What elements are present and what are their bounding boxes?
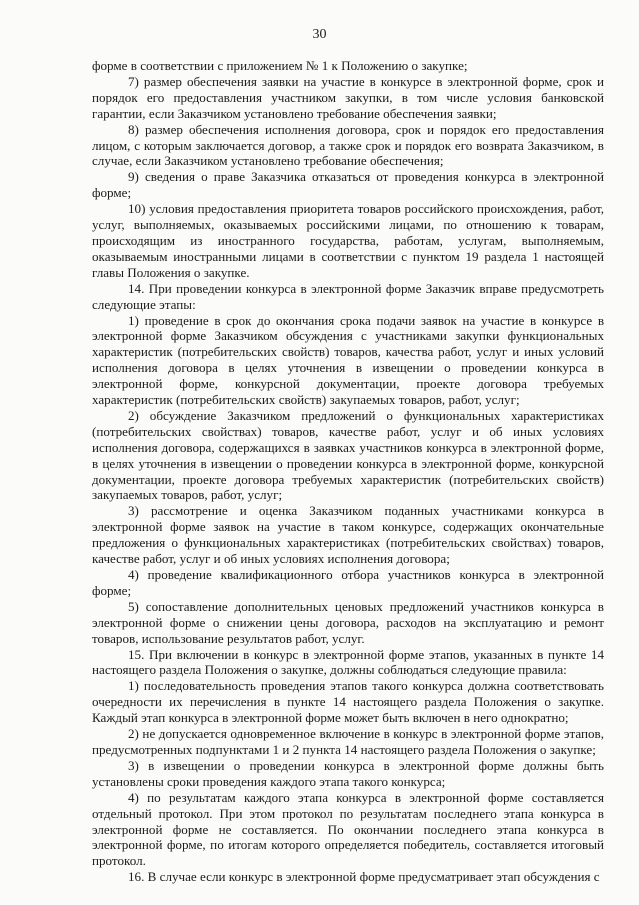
paragraph: 7) размер обеспечения заявки на участие в конкурсе в электронной форме, срок и порядок его предоставления участником закупки, в том числе условия банковской гарантии, если Заказчиком установлено требование обеспечения заявки; bbox=[92, 73, 604, 121]
paragraph: 1) проведение в срок до окончания срока подачи заявок на участие в конкурсе в электронной форме Заказчиком обсуждения с участниками закупки функциональных характеристик (потребительских свойств) товаров, качества работ, услуг и иных условий исполнения договора в целях уточнения в извещении о проведении конкурса в электронной форме, конкурсной документации, проекте договора требуемых характеристик (потребительских свойств) закупаемых товаров, работ, услуг; bbox=[92, 312, 604, 408]
paragraph: 2) не допускается одновременное включение в конкурс в электронной форме этапов, предусмотренных подпунктами 1 и 2 пункта 14 настоящего раздела Положения о закупке; bbox=[92, 726, 604, 757]
paragraph: 15. При включении в конкурс в электронной форме этапов, указанных в пункте 14 настоящего раздела Положения о закупке, должны соблюдаться следующие правила: bbox=[92, 646, 604, 678]
paragraph: форме в соответствии с приложением № 1 к Положению о закупке; bbox=[92, 58, 468, 73]
paragraph: 8) размер обеспечения исполнения договора, срок и порядок его предоставления лицом, с которым заключается договор, а также срок и порядок его возврата Заказчиком, в случае, если Заказчиком установлено требование обеспечения; bbox=[92, 121, 604, 169]
document-body bbox=[92, 58, 604, 885]
paragraph: 1) последовательность проведения этапов такого конкурса должна соответствовать очередности их перечисления в пункте 14 настоящего раздела Положения о закупке. Каждый этап конкурса в электронной форме может быть включен в него однократно; bbox=[92, 678, 604, 726]
paragraph: 3) рассмотрение и оценка Заказчиком поданных участниками конкурса в электронной форме заявок на участие в таком конкурсе, содержащих окончательные предложения о функциональных характеристиках (потребительских свойствах) товаров, качестве работ, услуг и об иных условиях исполнения договора; bbox=[92, 503, 604, 567]
page-number: 30 bbox=[312, 27, 327, 42]
paragraph: 5) сопоставление дополнительных ценовых предложений участников конкурса в электронной форме о снижении цены договора, расходов на эксплуатацию и ремонт товаров, использование результатов работ, услуг. bbox=[92, 598, 604, 646]
paragraph: 9) сведения о праве Заказчика отказаться от проведения конкурса в электронной форме; bbox=[92, 169, 604, 201]
paragraph: 4) по результатам каждого этапа конкурса в электронной форме составляется отдельный протокол. При этом протокол по результатам последнего этапа конкурса в электронной форме не составляется. По окончании последнего этапа конкурса в электронной форме, по итогам которого определяется победитель, составляется итоговый протокол. bbox=[92, 789, 604, 869]
paragraph: 14. При проведении конкурса в электронной форме Заказчик вправе предусмотреть следующие этапы: bbox=[92, 280, 604, 312]
paragraph: 3) в извещении о проведении конкурса в электронной форме должны быть установлены сроки проведения каждого этапа такого конкурса; bbox=[92, 757, 604, 789]
paragraph: 10) условия предоставления приоритета товаров российского происхождения, работ, услуг, выполняемых, оказываемых российскими лицами, по отношению к товарам, происходящим из иностранного государства, работам, услугам, выполняемым, оказываемым иностранными лицами в соответствии с пунктом 19 раздела 1 настоящей главы Положения о закупке. bbox=[92, 201, 604, 280]
paragraph: 4) проведение квалификационного отбора участников конкурса в электронной форме; bbox=[92, 567, 604, 598]
paragraph: 2) обсуждение Заказчиком предложений о функциональных характеристиках (потребительских свойствах) товаров, качестве работ, услуг и об иных условиях исполнения договора, содержащихся в заявках участников конкурса в электронной форме, в целях уточнения в извещении о проведении конкурса в электронной форме, конкурсной документации, проекте договора требуемых характеристик (потребительских свойств) закупаемых товаров, работ, услуг; bbox=[92, 407, 604, 503]
paragraph: 16. В случае если конкурс в электронной форме предусматривает этап обсуждения с bbox=[128, 869, 600, 885]
